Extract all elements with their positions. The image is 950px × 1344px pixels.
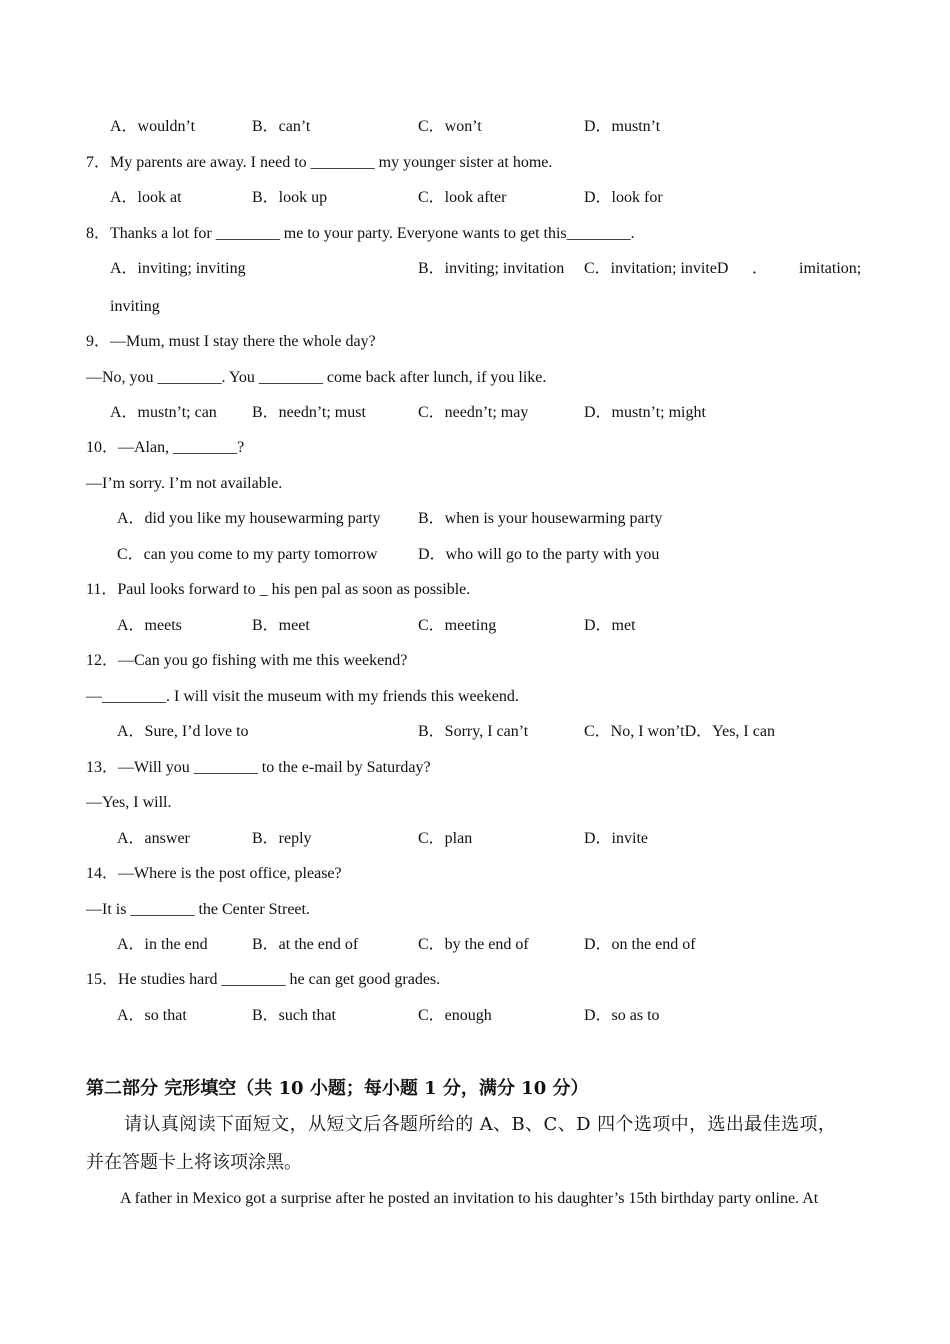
q7-option-d: D．look for: [584, 189, 663, 206]
q6-option-d: D．mustn’t: [584, 118, 661, 135]
q14-option-c: C．by the end of: [418, 936, 529, 953]
q11-stem: 11．Paul looks forward to _ his pen pal as soon as possible.: [86, 581, 471, 598]
q12-option-a: A．Sure, I’d love to: [117, 723, 249, 740]
q14-stem: 14．—Where is the post office, please?: [86, 865, 342, 882]
q9-reply: —No, you ________. You ________ come back after lunch, if you like.: [86, 369, 547, 386]
q15-option-a: A．so that: [117, 1007, 187, 1024]
q10-option-a: A．did you like my housewarming party: [117, 510, 381, 527]
q14-option-d: D．on the end of: [584, 936, 696, 953]
q12-stem: 12．—Can you go fishing with me this weekend?: [86, 652, 408, 669]
instruction-line-1: 请认真阅读下面短文，从短文后各题所给的 A、B、C、D 四个选项中，选出最佳选项，: [124, 1114, 837, 1135]
section-heading: 第二部分 完形填空（共 10 小题；每小题 1 分，满分 10 分）: [86, 1078, 589, 1099]
q6-option-b: B．can’t: [252, 118, 311, 135]
q12-reply: —________. I will visit the museum with my friends this weekend.: [86, 688, 519, 705]
q10-option-c: C．can you come to my party tomorrow: [117, 546, 378, 563]
q13-stem: 13．—Will you ________ to the e-mail by Saturday?: [86, 759, 431, 776]
q9-option-a: A．mustn’t; can: [110, 404, 217, 421]
q9-option-b: B．needn’t; must: [252, 404, 366, 421]
q12-option-b: B．Sorry, I can’t: [418, 723, 529, 740]
q7-stem: 7．My parents are away. I need to ________ my younger sister at home.: [86, 154, 553, 171]
q11-option-c: C．meeting: [418, 617, 497, 634]
q9-option-d: D．mustn’t; might: [584, 404, 706, 421]
q10-option-d: D．who will go to the party with you: [418, 546, 660, 563]
q15-stem: 15．He studies hard ________ he can get good grades.: [86, 971, 441, 988]
q10-option-b: B．when is your housewarming party: [418, 510, 663, 527]
q13-option-b: B．reply: [252, 830, 312, 847]
q11-option-b: B．meet: [252, 617, 310, 634]
q7-option-a: A．look at: [110, 189, 182, 206]
q13-option-d: D．invite: [584, 830, 648, 847]
passage-line-1: A father in Mexico got a surprise after he posted an invitation to his daughter’s 15th birthday party online. At: [120, 1190, 819, 1207]
q15-option-b: B．such that: [252, 1007, 336, 1024]
q8-option-d-wrap: inviting: [110, 298, 160, 315]
q13-option-c: C．plan: [418, 830, 473, 847]
q6-option-a: A．wouldn’t: [110, 118, 196, 135]
q14-option-a: A．in the end: [117, 936, 208, 953]
q7-option-c: C．look after: [418, 189, 507, 206]
q11-option-a: A．meets: [117, 617, 182, 634]
q6-option-c: C．won’t: [418, 118, 482, 135]
q9-option-c: C．needn’t; may: [418, 404, 529, 421]
q10-stem: 10．—Alan, ________?: [86, 439, 245, 456]
q8-option-d-marker: ．: [752, 260, 769, 277]
instruction-line-2: 并在答题卡上将该项涂黑。: [86, 1152, 302, 1173]
q15-option-d: D．so as to: [584, 1007, 660, 1024]
q8-option-c: C．invitation; inviteD: [584, 260, 729, 277]
q11-option-d: D．met: [584, 617, 636, 634]
q8-stem: 8．Thanks a lot for ________ me to your party. Everyone wants to get this________.: [86, 225, 635, 242]
q14-reply: —It is ________ the Center Street.: [86, 901, 310, 918]
q8-option-b: B．inviting; invitation: [418, 260, 565, 277]
q7-option-b: B．look up: [252, 189, 328, 206]
q10-reply: —I’m sorry. I’m not available.: [86, 475, 283, 492]
q13-reply: —Yes, I will.: [86, 794, 172, 811]
q14-option-b: B．at the end of: [252, 936, 359, 953]
q12-option-cd: C．No, I won’tD．Yes, I can: [584, 723, 775, 740]
q8-option-a: A．inviting; inviting: [110, 260, 246, 277]
q8-option-d: imitation;: [799, 260, 862, 277]
q9-stem: 9．—Mum, must I stay there the whole day?: [86, 333, 376, 350]
q15-option-c: C．enough: [418, 1007, 492, 1024]
q13-option-a: A．answer: [117, 830, 190, 847]
